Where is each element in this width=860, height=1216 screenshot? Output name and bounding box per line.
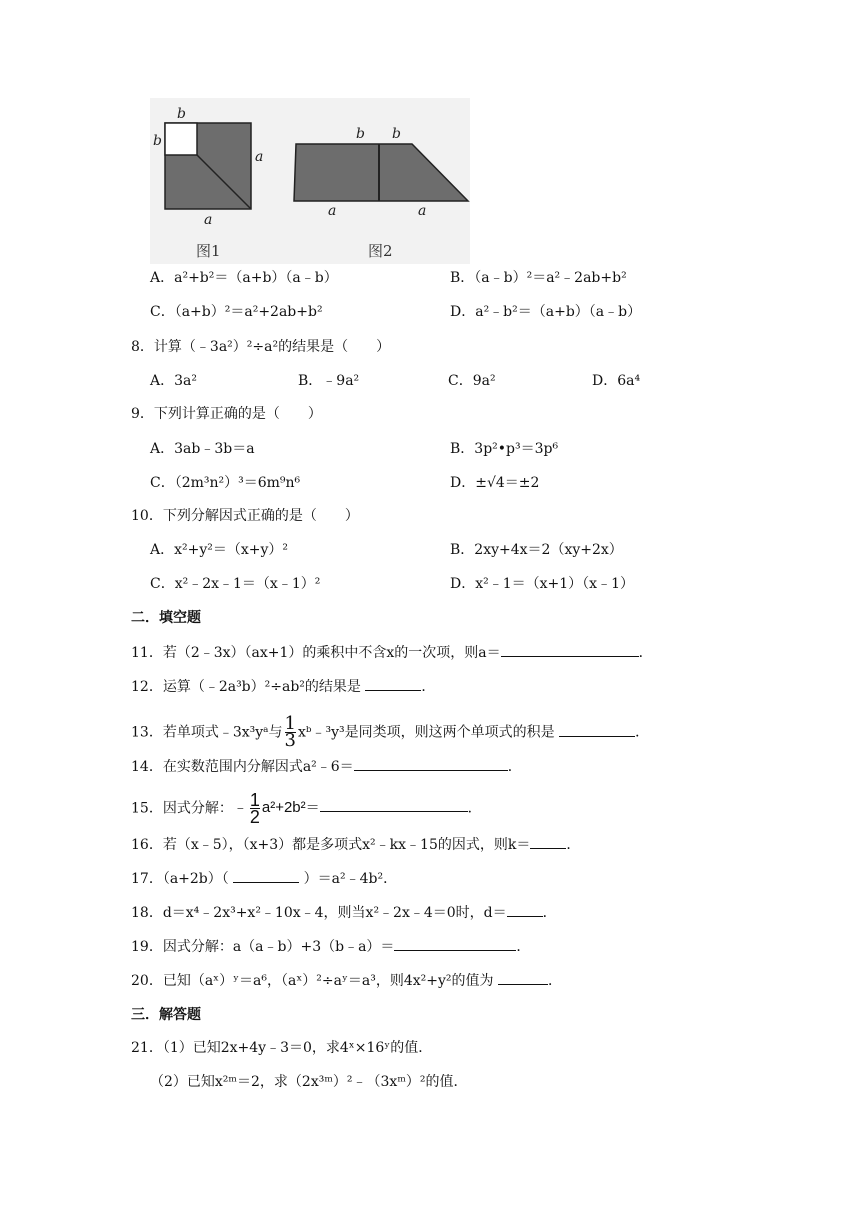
q17-text-b: ）＝a²﹣4b²． (303, 871, 398, 887)
fig1-label-a-bottom: a (204, 212, 213, 228)
q9-option-c: C．（2m³n²）³＝6m⁹n⁶ (150, 475, 301, 491)
q21-part1: 21．（1）已知2x+4y﹣3＝0，求4ˣ×16ʸ的值． (131, 1040, 433, 1056)
figure-area (150, 98, 470, 264)
q11-blank[interactable] (501, 642, 639, 657)
q7-option-a: A．a²+b²＝（a+b）（a﹣b） (150, 270, 338, 286)
q10-stem: 10．下列分解因式正确的是（ ） (131, 508, 359, 524)
q9-option-d: D．±√4＝±2 (450, 475, 540, 491)
q9-stem: 9．下列计算正确的是（ ） (131, 406, 322, 422)
q9-option-b: B．3p²•p³＝3p⁶ (450, 441, 559, 457)
q8-option-d: D．6a⁴ (592, 373, 641, 389)
q17-text-a: 17．（a+2b）（ (131, 871, 229, 887)
q18-blank[interactable] (507, 902, 543, 917)
fig2-label-b1: b (356, 126, 365, 142)
q19-line: 19．因式分解：a（a﹣b）+3（b﹣a）＝ ． (131, 936, 530, 957)
q8-option-a: A．3a² (150, 373, 197, 389)
q18-text: 18．d＝x⁴﹣2x³+x²﹣10x﹣4，则当x²﹣2x﹣4＝0时，d＝ (131, 905, 507, 921)
q9-option-a: A．3ab﹣3b＝a (150, 441, 255, 457)
q10-option-b: B．2xy+4x＝2（xy+2x） (450, 542, 623, 558)
q17-line (131, 868, 397, 889)
q20-text: 20．已知（aˣ）ʸ＝a⁶，（aˣ）²÷aʸ＝a³，则4x²+y²的值为 (131, 973, 494, 989)
q11-line: 11．若（2﹣3x）（ax+1）的乘积中不含x的一次项，则a＝ ． (131, 642, 653, 663)
q20-blank[interactable] (498, 970, 548, 985)
q18-line: 18．d＝x⁴﹣2x³+x²﹣10x﹣4，则当x²﹣2x﹣4＝0时，d＝ ． (131, 902, 557, 923)
q16-line: 16．若（x﹣5），（x+3）都是多项式x²﹣kx﹣15的因式，则k＝ ． (131, 834, 580, 855)
section-answer-title: 三．解答题 (131, 1007, 201, 1023)
q14-text: 14．在实数范围内分解因式a²﹣6＝ (131, 759, 354, 775)
q10-option-a: A．x²+y²＝（x+y）² (150, 542, 289, 558)
q8-option-b: B．﹣9a² (298, 373, 360, 389)
q13-text-a: 13．若单项式﹣3x³yᵃ与 (131, 724, 283, 741)
q12-text: 12．运算（﹣2a³b）²÷ab²的结果是 (131, 679, 361, 695)
q16-text: 16．若（x﹣5），（x+3）都是多项式x²﹣kx﹣15的因式，则k＝ (131, 837, 531, 853)
q8-stem: 8．计算（﹣3a²）²÷a²的结果是（ ） (131, 339, 391, 355)
q15-blank[interactable] (320, 797, 468, 812)
q15-line: 15．因式分解：﹣ $\frac{1}{2}$ a²+2b²＝ ． (131, 790, 482, 827)
q16-blank[interactable] (530, 834, 566, 849)
q12-blank[interactable] (365, 676, 421, 691)
q17-blank[interactable] (233, 868, 299, 883)
fig1-label-b-top: b (177, 106, 186, 122)
fig2-label-b2: b (392, 126, 401, 142)
q7-option-b: B．（a﹣b）²＝a²﹣2ab+b² (450, 270, 627, 286)
fig2-label-a2: a (418, 203, 427, 219)
fig1-label-b-left: b (153, 133, 162, 149)
q15-text: 15．因式分解： (131, 800, 233, 817)
fig2-caption: 图2 (368, 242, 393, 260)
q14-blank[interactable] (354, 756, 508, 771)
fig1-caption: 图1 (196, 242, 221, 260)
q21-part2: （2）已知x²ᵐ＝2，求（2x³ᵐ）²﹣（3xᵐ）²的值． (150, 1074, 468, 1090)
fig2-label-a1: a (328, 203, 337, 219)
q19-blank[interactable] (394, 936, 516, 951)
q12-line: 12．运算（﹣2a³b）²÷ab²的结果是 ． (131, 676, 435, 697)
fig1-label-a-right: a (255, 149, 264, 165)
section-fill-in-title: 二．填空题 (131, 610, 201, 626)
q10-option-c: C．x²﹣2x﹣1＝（x﹣1）² (150, 576, 321, 592)
q13-line: 13．若单项式﹣3x³yᵃ与 $\frac{1}{3}$ xᵇ﹣³y³是同类项，则这两个单项式的积是 ． (131, 713, 650, 751)
q15-expression: ﹣ $\frac{1}{2}$ a²+2b² (232, 790, 306, 827)
q13-text-b: xᵇ﹣³y³是同类项，则这两个单项式的积是 (298, 724, 555, 741)
q13-fraction: $\frac{1}{3}$ (284, 713, 296, 751)
fig2-trapezoid (294, 144, 468, 201)
q7-option-d: D．a²﹣b²＝（a+b）（a﹣b） (450, 304, 642, 320)
q10-option-d: D．x²﹣1＝（x+1）（x﹣1） (450, 576, 634, 592)
geometry-figures (150, 98, 470, 264)
q14-line: 14．在实数范围内分解因式a²﹣6＝ ． (131, 756, 522, 777)
q19-text: 19．因式分解：a（a﹣b）+3（b﹣a）＝ (131, 939, 395, 955)
q20-line: 20．已知（aˣ）ʸ＝a⁶，（aˣ）²÷aʸ＝a³，则4x²+y²的值为 ． (131, 970, 562, 991)
q8-option-c: C．9a² (448, 373, 496, 389)
q7-option-c: C．（a+b）²＝a²+2ab+b² (150, 304, 323, 320)
fig1-small-square (165, 123, 197, 155)
q13-blank[interactable] (559, 722, 635, 737)
q11-text: 11．若（2﹣3x）（ax+1）的乘积中不含x的一次项，则a＝ (131, 645, 501, 661)
